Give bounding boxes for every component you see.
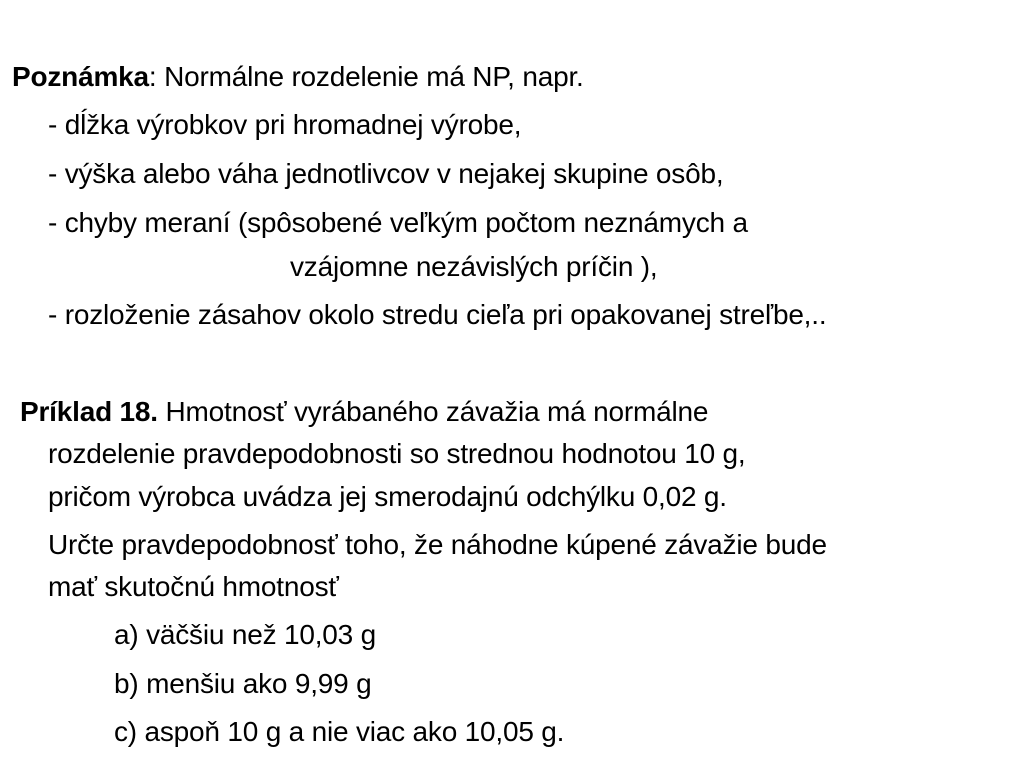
example-heading-line [20,395,708,429]
note-item-measurement-errors: - chyby meraní (spôsobené veľkým počtom neznámych a [48,207,748,238]
example-option-c: c) aspoň 10 g a nie viac ako 10,05 g. [114,716,565,747]
note-item-height-weight: - výška alebo váha jednotlivcov v nejakej skupine osôb, [48,158,724,189]
example-text-line: pričom výrobca uvádza jej smerodajnú odchýlku 0,02 g. [48,481,727,512]
example-title: Príklad 18. [20,396,158,427]
note-item-length: - dĺžka výrobkov pri hromadnej výrobe, [48,109,522,140]
example-option-b: b) menšiu ako 9,99 g [114,668,372,699]
example-text-line: rozdelenie pravdepodobnosti so strednou hodnotou 10 g, [48,438,746,469]
note-title: Poznámka [12,61,149,92]
note-title-separator: : [148,61,157,92]
note-item-shot-distribution: - rozloženie zásahov okolo stredu cieľa pri opakovanej streľbe,.. [48,299,827,330]
example-question-line: Určte pravdepodobnosť toho, že náhodne kúpené závažie bude [48,529,827,560]
note-item-measurement-errors-continuation: vzájomne nezávislých príčin ), [290,251,658,282]
example-text-line: Hmotnosť vyrábaného závažia má normálne [157,396,709,427]
example-question-line: mať skutočnú hmotnosť [48,571,339,602]
note-intro: Normálne rozdelenie má NP, napr. [156,61,584,92]
example-option-a: a) väčšiu než 10,03 g [114,619,376,650]
note-heading-line [12,60,584,94]
